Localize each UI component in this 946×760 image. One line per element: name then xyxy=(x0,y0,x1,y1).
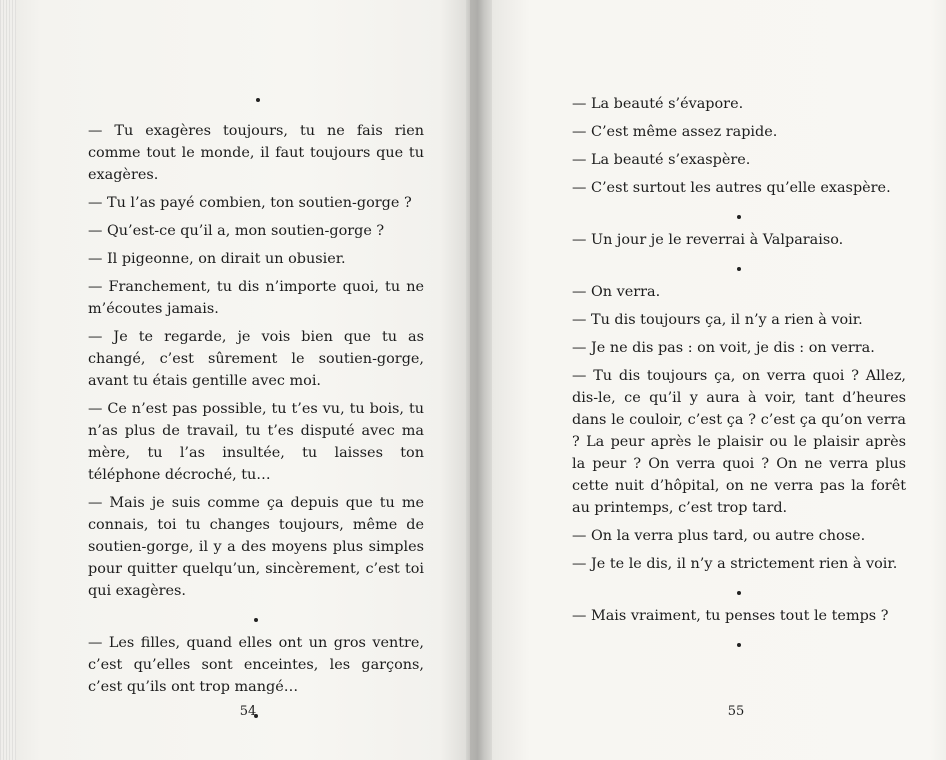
dialogue-paragraph: — On la verra plus tard, ou autre chose. xyxy=(572,528,866,544)
dialogue-paragraph: — Franchement, tu dis n’importe quoi, tu ne m’écoutes jamais. xyxy=(88,279,424,317)
section-separator xyxy=(572,257,906,281)
separator-dot xyxy=(737,215,741,219)
dialogue-paragraph: — Il pigeonne, on dirait un obusier. xyxy=(88,251,346,267)
dialogue-paragraph: — La beauté s’exaspère. xyxy=(572,152,751,168)
dialogue-paragraph: — C’est surtout les autres qu’elle exaspère. xyxy=(572,180,891,196)
page-edges xyxy=(0,0,16,760)
dialogue-paragraph: — Tu dis toujours ça, on verra quoi ? Allez, dis-le, ce qu’il y aura à voir, tant d’heures dans le couloir, c’est ça ? c’est ça qu’on verra ? La peur après le plaisir ou le plaisir après la peur ? On verra quoi ? On ne verra plus cette nuit d’hôpital, on ne verra pas la forêt au printemps, c’est trop tard. xyxy=(572,368,906,516)
dialogue-paragraph: — Je te le dis, il n’y a strictement rien à voir. xyxy=(572,556,898,572)
left-page xyxy=(0,0,470,760)
dialogue-paragraph: — Je te regarde, je vois bien que tu as changé, c’est sûrement le soutien-gorge, avant tu étais gentille avec moi. xyxy=(88,329,424,389)
dialogue-paragraph: — Tu exagères toujours, tu ne fais rien comme tout le monde, il faut toujours que tu exagères. xyxy=(88,123,424,183)
page-number-left: 54 xyxy=(239,704,257,719)
page-number-right: 55 xyxy=(727,704,745,719)
dialogue-paragraph: — Mais je suis comme ça depuis que tu me connais, toi tu changes toujours, même de soutien-gorge, il y a des moyens plus simples pour quitter quelqu’un, sincèrement, c’est toi qui exagères. xyxy=(88,495,424,599)
dialogue-paragraph: — La beauté s’évapore. xyxy=(572,96,744,112)
dialogue-paragraph: — Les filles, quand elles ont un gros ventre, c’est qu’elles sont enceintes, les garçons, c’est qu’ils ont trop mangé… xyxy=(88,635,424,695)
section-separator-dot xyxy=(256,98,260,102)
right-page-text xyxy=(572,93,906,657)
dialogue-paragraph: — C’est même assez rapide. xyxy=(572,124,778,140)
dialogue-paragraph: — Je ne dis pas : on voit, je dis : on verra. xyxy=(572,340,875,356)
separator-dot xyxy=(254,618,258,622)
section-separator xyxy=(572,633,906,657)
separator-dot xyxy=(737,591,741,595)
dialogue-paragraph: — Mais vraiment, tu penses tout le temps ? xyxy=(572,608,889,624)
dialogue-paragraph: — Qu’est-ce qu’il a, mon soutien-gorge ? xyxy=(88,223,385,239)
left-page-text xyxy=(88,120,424,728)
separator-dot xyxy=(737,267,741,271)
dialogue-paragraph: — On verra. xyxy=(572,284,661,300)
dialogue-paragraph: — Tu dis toujours ça, il n’y a rien à voir. xyxy=(572,312,863,328)
right-page xyxy=(470,0,946,760)
section-separator xyxy=(572,581,906,605)
dialogue-paragraph: — Tu l’as payé combien, ton soutien-gorge ? xyxy=(88,195,412,211)
section-separator xyxy=(88,608,424,632)
dialogue-paragraph: — Un jour je le reverrai à Valparaiso. xyxy=(572,232,844,248)
book-gutter xyxy=(466,0,492,760)
section-separator xyxy=(572,205,906,229)
separator-dot xyxy=(737,643,741,647)
dialogue-paragraph: — Ce n’est pas possible, tu t’es vu, tu bois, tu n’as plus de travail, tu t’es disputé avec ma mère, tu l’as insultée, tu laisses ton téléphone décroché, tu… xyxy=(88,401,424,483)
